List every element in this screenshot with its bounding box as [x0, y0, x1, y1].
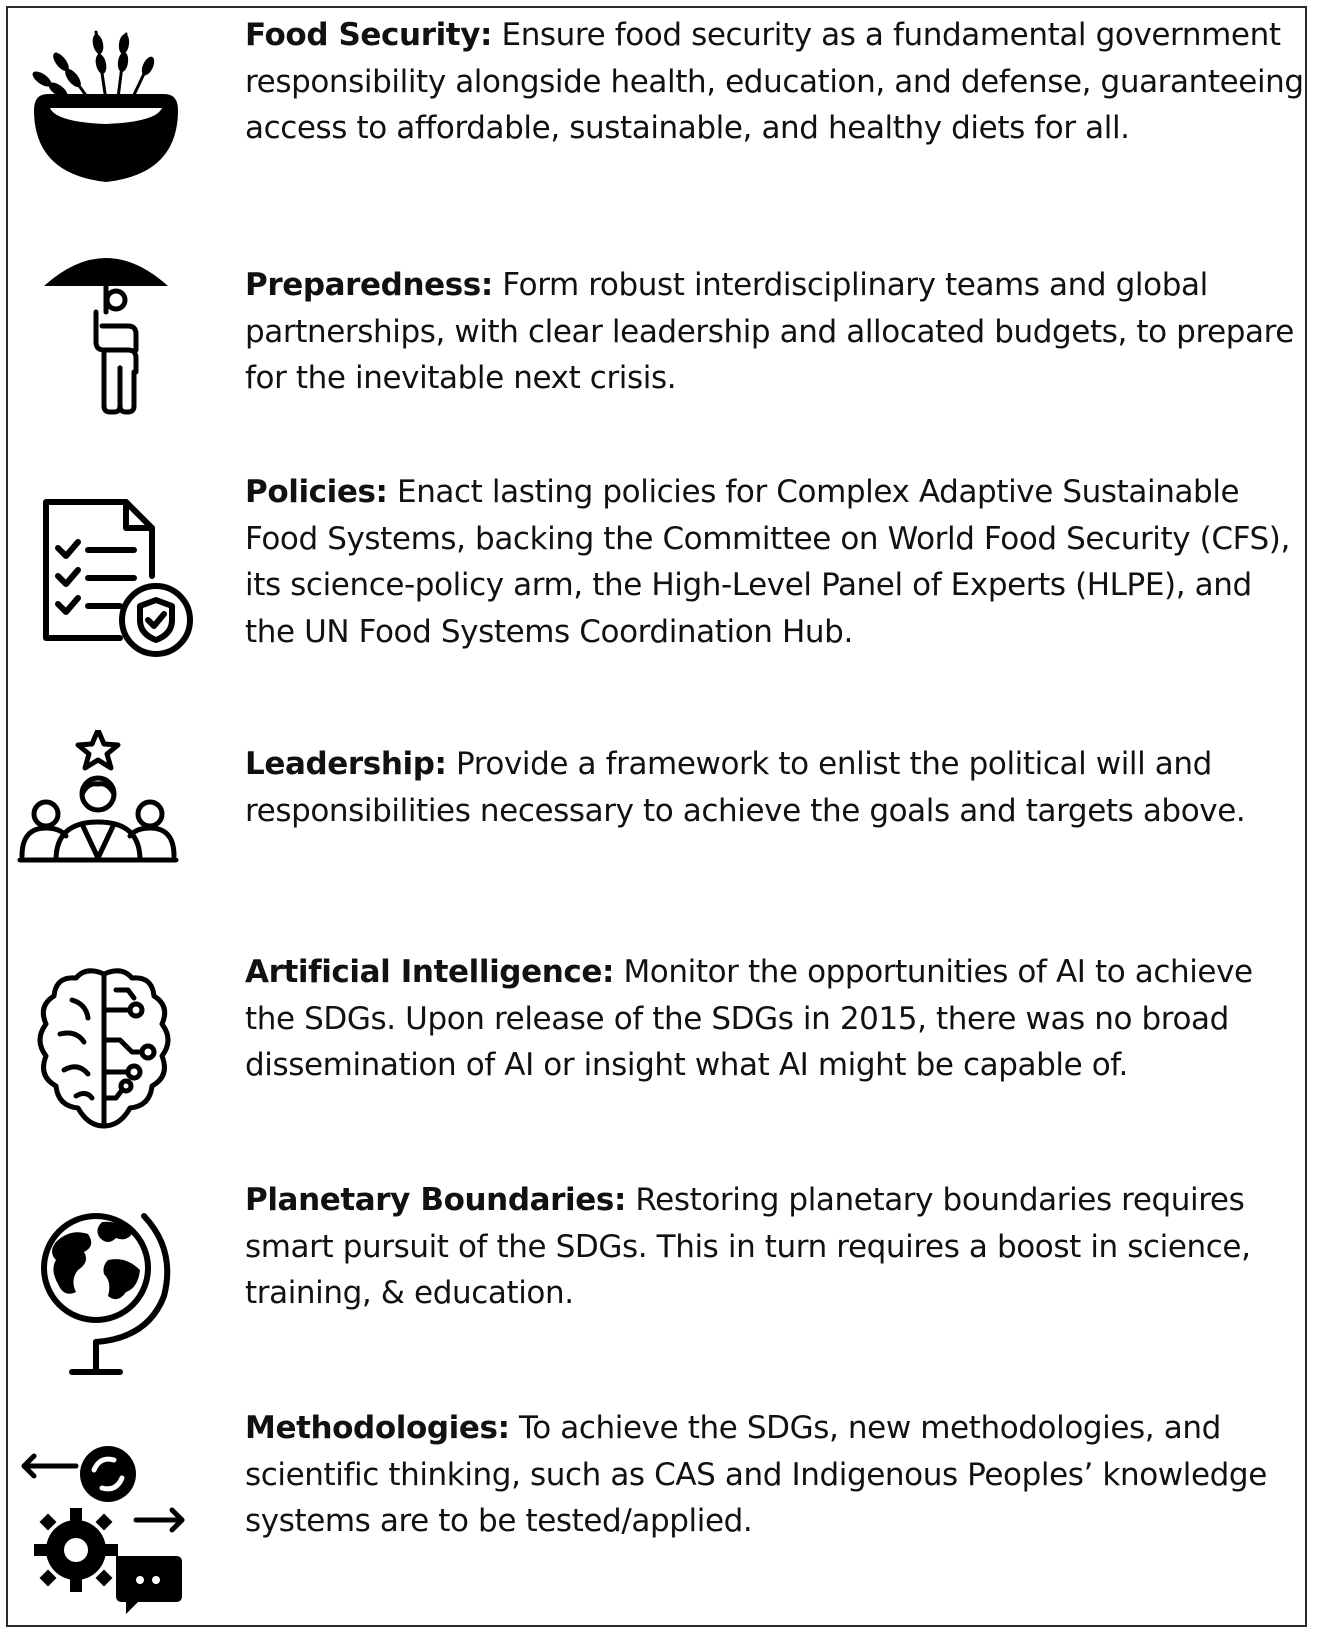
ai-brain-circuit-icon	[16, 960, 196, 1140]
globe-stand-icon	[16, 1200, 196, 1380]
item-body: To achieve the SDGs, new methodologies, and scientific thinking, such as CAS and Indigenous Peoples’ knowledge systems are to be tested/applied.	[245, 1410, 1267, 1539]
item-title: Planetary Boundaries:	[245, 1182, 626, 1218]
item-title: Preparedness:	[245, 267, 493, 303]
wheat-bowl-icon	[16, 14, 196, 194]
item-body: Enact lasting policies for Complex Adaptive Sustainable Food Systems, backing the Committee on World Food Security (CFS), its science-policy arm, the High-Level Panel of Experts (HLPE), and the UN Food Systems Coordination Hub.	[245, 474, 1290, 650]
item-body: Restoring planetary boundaries requires smart pursuit of the SDGs. This in turn requires a boost in science, training, & education.	[245, 1182, 1251, 1311]
item-title: Food Security:	[245, 17, 493, 53]
leader-team-star-icon	[16, 730, 196, 910]
item-title: Leadership:	[245, 746, 447, 782]
person-umbrella-icon	[16, 240, 196, 420]
gear-process-icon	[16, 1440, 196, 1620]
item-title: Artificial Intelligence:	[245, 954, 614, 990]
item-body: Form robust interdisciplinary teams and global partnerships, with clear leadership and allocated budgets, to prepare for the inevitable next crisis.	[245, 267, 1294, 396]
item-body: Monitor the opportunities of AI to achieve the SDGs. Upon release of the SDGs in 2015, there was no broad dissemination of AI or insight what AI might be capable of.	[245, 954, 1253, 1083]
item-body: Provide a framework to enlist the political will and responsibilities necessary to achieve the goals and targets above.	[245, 746, 1246, 829]
item-title: Policies:	[245, 474, 388, 510]
item-title: Methodologies:	[245, 1410, 510, 1446]
item-body: Ensure food security as a fundamental government responsibility alongside health, education, and defense, guaranteeing access to affordable, sustainable, and healthy diets for all.	[245, 17, 1304, 146]
policy-document-shield-icon	[16, 490, 196, 670]
